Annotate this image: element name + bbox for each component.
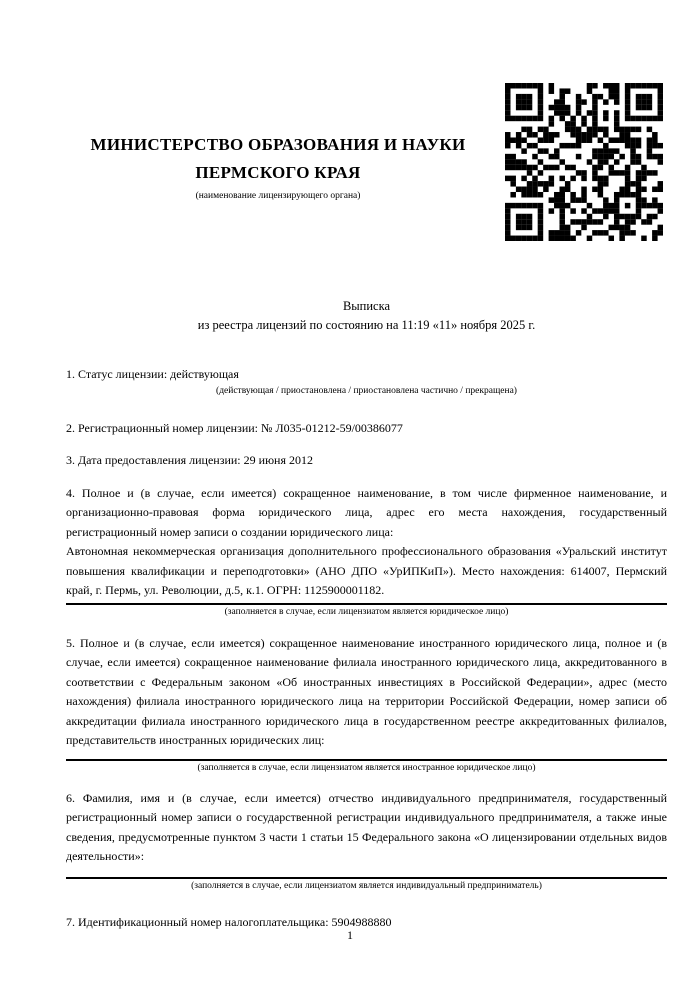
license-date-value: 29 июня 2012 bbox=[243, 453, 313, 467]
ministry-name-line2: ПЕРМСКОГО КРАЯ bbox=[195, 163, 361, 182]
item-individual-entrepreneur bbox=[66, 789, 667, 893]
individual-entrepreneur-label: 6. Фамилия, имя и (в случае, если имеется) отчество индивидуального предпринимателя, государственный регистрационный номер записи о государственной регистрации индивидуального предпринимателя, а также иные сведения, предусмотренные пунктом 3 части 1 статьи 15 Федерального закона «О лицензировании отдельных видов деятельности»: bbox=[66, 790, 667, 863]
qr-code bbox=[505, 83, 663, 241]
license-status-label: 1. Статус лицензии: bbox=[66, 367, 168, 381]
fill-in-rule bbox=[66, 877, 667, 879]
foreign-entity-caption: (заполняется в случае, если лицензиатом является иностранное юридическое лицо) bbox=[197, 762, 536, 773]
item-legal-entity bbox=[66, 484, 667, 619]
item-registration-number bbox=[66, 419, 667, 439]
item-foreign-entity bbox=[66, 634, 667, 775]
legal-entity-caption: (заполняется в случае, если лицензиатом является юридическое лицо) bbox=[224, 606, 509, 617]
registration-number-label: 2. Регистрационный номер лицензии: bbox=[66, 420, 259, 435]
page-number: 1 bbox=[347, 928, 353, 942]
license-status-value: действующая bbox=[170, 367, 239, 381]
ministry-header bbox=[66, 131, 490, 202]
fill-in-rule bbox=[66, 603, 667, 605]
document-body bbox=[66, 297, 667, 932]
taxpayer-number-value: 5904988880 bbox=[331, 914, 392, 929]
title-line2: из реестра лицензий по состоянию на 11:19 «11» ноября 2025 г. bbox=[197, 317, 536, 332]
license-status-caption: (действующая / приостановлена / приостановлена частично / прекращена) bbox=[216, 385, 517, 396]
fill-in-rule bbox=[66, 759, 667, 761]
ministry-caption: (наименование лицензирующего органа) bbox=[195, 191, 361, 201]
foreign-entity-label: 5. Полное и (в случае, если имеется) сокращенное наименование иностранного юридического лица, полное и (в случае, если имеется) сокращенное наименование филиала иностранного юридического лица, аккредитованного в соответствии с Федеральным законом «Об иностранных инвестициях в Российской Федерации», адрес (место нахождения) филиала иностранного юридического лица на территории Российской Федерации, номер записи об аккредитации филиала иностранного юридического лица в государственном реестре аккредитованных филиалов, представительств иностранных юридических лиц: bbox=[66, 635, 667, 747]
registration-number-value: № Л035-01212-59/00386077 bbox=[261, 420, 403, 435]
individual-entrepreneur-caption: (заполняется в случае, если лицензиатом является индивидуальный предприниматель) bbox=[191, 880, 542, 891]
legal-entity-value: Автономная некоммерческая организация дополнительного профессионального образования «Уральский институт повышения квалификации и переподготовки» (АНО ДПО «УрИПКиП»). Место нахождения: 614007, Пермский край, г. Пермь, ул. Революции, д.5, к.1. ОГРН: 1125900001182. bbox=[66, 544, 667, 597]
license-date-label: 3. Дата предоставления лицензии: bbox=[66, 453, 241, 467]
title-line1: Выписка bbox=[342, 299, 391, 313]
item-license-status bbox=[66, 365, 667, 398]
document-title bbox=[66, 297, 667, 334]
ministry-name-line1: МИНИСТЕРСТВО ОБРАЗОВАНИЯ И НАУКИ bbox=[90, 135, 466, 154]
item-license-date bbox=[66, 451, 667, 471]
legal-entity-label: 4. Полное и (в случае, если имеется) сокращенное наименование, в том числе фирменное наименование, и организационно-правовая форма юридического лица, адрес его места нахождения, государственный регистрационный номер записи о создании юридического лица: bbox=[66, 485, 667, 539]
taxpayer-number-label: 7. Идентификационный номер налогоплательщика: bbox=[66, 914, 329, 929]
